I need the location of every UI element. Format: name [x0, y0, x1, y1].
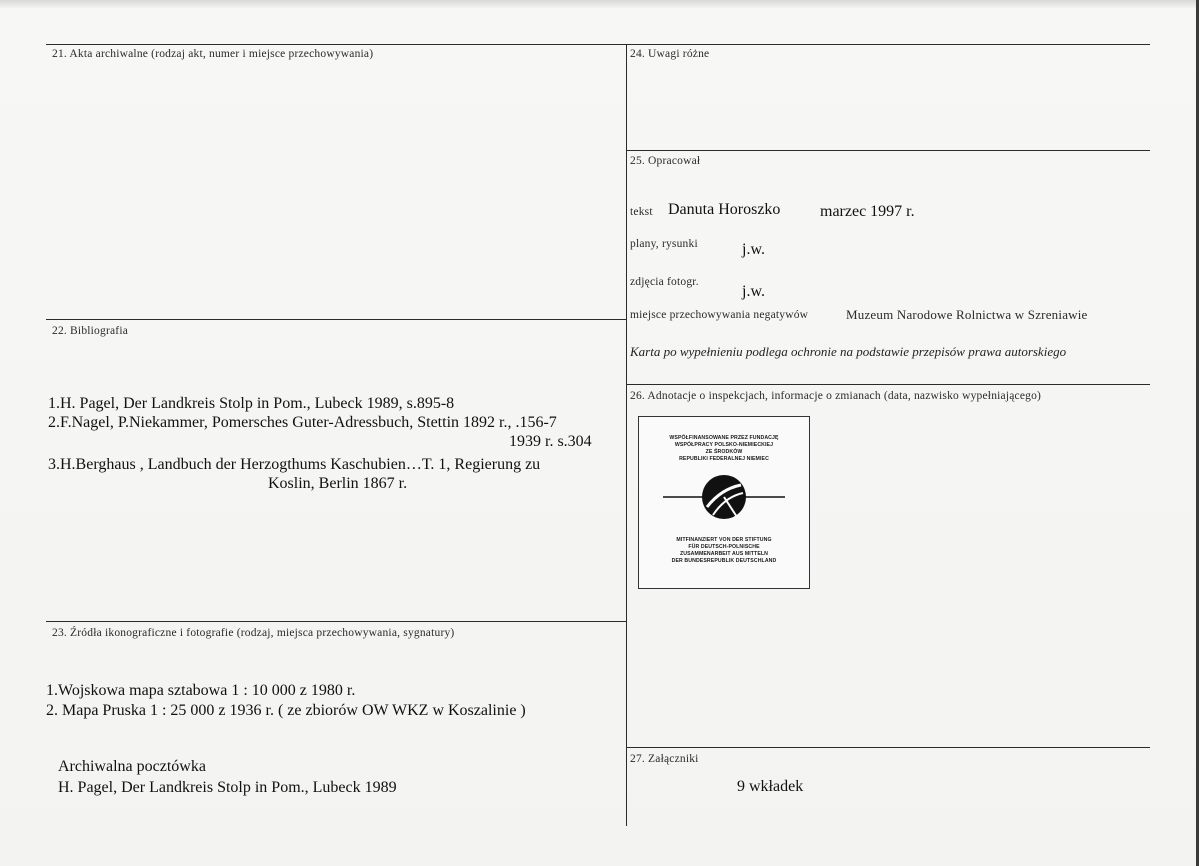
rule-top [46, 44, 1150, 45]
section-27-label: 27. Załączniki [630, 753, 699, 765]
attachments-value: 9 wkładek [737, 778, 804, 795]
section-26-label: 26. Adnotacje o inspekcjach, informacje o zmianach (data, nazwisko wypełniającego) [630, 390, 1042, 402]
author-date: marzec 1997 r. [820, 203, 915, 220]
iconography-extra-1: Archiwalna pocztówka [58, 758, 206, 775]
stamp-line: FÜR DEUTSCH-POLNISCHE [688, 544, 760, 550]
section-21-label: 21. Akta archiwalne (rodzaj akt, numer i miejsce przechowywania) [52, 48, 374, 60]
stamp-line: WSPÓŁPRACY POLSKO-NIEMIECKIEJ [674, 442, 774, 448]
section-22-label: 22. Bibliografia [52, 325, 129, 337]
section-25-label: 25. Opracował [630, 155, 701, 167]
zdjecia-value: j.w. [742, 283, 765, 300]
section-23-label: 23. Źródła ikonograficzne i fotografie (rodzaj, miejsca przechowywania, sygnatury) [52, 627, 455, 639]
zdjecia-label: zdjęcia fotogr. [630, 276, 699, 288]
stamp-line: WSPÓŁFINANSOWANE PRZEZ FUNDACJĘ [669, 435, 779, 441]
plany-label: plany, rysunki [630, 238, 698, 250]
foundation-logo-icon [663, 467, 785, 527]
bibliography-item-2-cont: 1939 r. s.304 [509, 433, 592, 450]
plany-value: j.w. [742, 241, 765, 258]
rule-26-top [626, 384, 1150, 385]
negatywy-value: Muzeum Narodowe Rolnictwa w Szreniawie [846, 307, 1088, 322]
stamp-polish-text [643, 435, 805, 463]
rule-25-top [626, 150, 1150, 151]
tekst-value: Danuta Horoszko [668, 201, 781, 218]
stamp-line: MITFINANZIERT VON DER STIFTUNG [676, 537, 772, 543]
copyright-note: Karta po wypełnieniu podlega ochronie na podstawie przepisów prawa autorskiego [630, 344, 1067, 359]
rule-23-top [46, 621, 626, 622]
bibliography-item-1: 1.H. Pagel, Der Landkreis Stolp in Pom., Lubeck 1989, s.895-8 [48, 395, 455, 412]
stamp-german-text [643, 537, 805, 565]
tekst-label: tekst [630, 206, 653, 218]
stamp-line: ZE ŚRODKÓW [705, 449, 743, 455]
rule-27-top [626, 747, 1150, 748]
center-divider [626, 44, 627, 826]
stamp-line: REPUBLIKI FEDERALNEJ NIEMIEC [679, 456, 769, 462]
stamp-line: DER BUNDESREPUBLIK DEUTSCHLAND [671, 558, 777, 564]
foundation-stamp [638, 416, 810, 589]
scan-top-shadow [0, 0, 1199, 8]
section-24-label: 24. Uwagi różne [630, 48, 710, 60]
stamp-line: ZUSAMMENARBEIT AUS MITTELN [680, 551, 768, 557]
rule-22-top [46, 319, 626, 320]
bibliography-item-3: 3.H.Berghaus , Landbuch der Herzogthums Kaschubien…T. 1, Regierung zu [48, 456, 541, 473]
bibliography-item-3-cont: Koslin, Berlin 1867 r. [268, 475, 408, 492]
iconography-item-2: 2. Mapa Pruska 1 : 25 000 z 1936 r. ( ze zbiorów OW WKZ w Koszalinie ) [46, 702, 526, 719]
bibliography-item-2: 2.F.Nagel, P.Niekammer, Pomersches Guter-Adressbuch, Stettin 1892 r., .156-7 [48, 414, 557, 431]
negatywy-label: miejsce przechowywania negatywów [630, 309, 809, 321]
iconography-extra-2: H. Pagel, Der Landkreis Stolp in Pom., Lubeck 1989 [58, 779, 397, 796]
iconography-item-1: 1.Wojskowa mapa sztabowa 1 : 10 000 z 1980 r. [46, 682, 356, 699]
